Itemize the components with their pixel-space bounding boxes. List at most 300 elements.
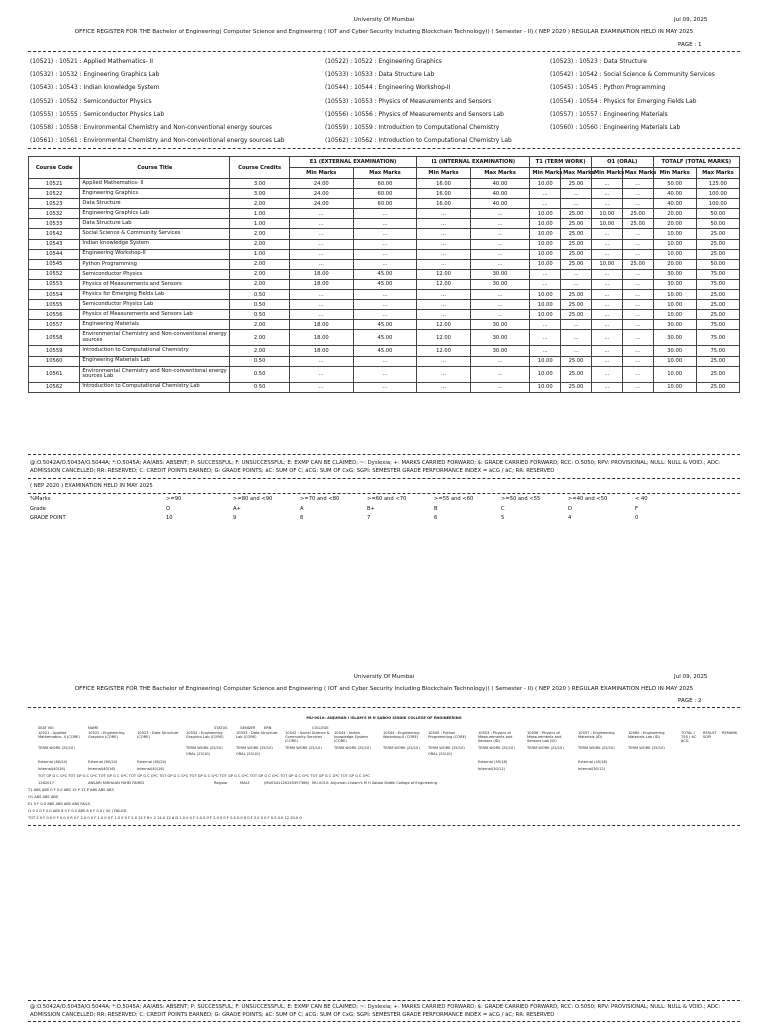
marks-group-header-row bbox=[29, 157, 740, 168]
table-row bbox=[29, 229, 740, 239]
course-code-cell: 10554 bbox=[29, 290, 80, 300]
internal-label: Internal(40/16) bbox=[137, 767, 165, 771]
marks-cell: 10.00 bbox=[591, 219, 622, 229]
marks-cell: 125.00 bbox=[696, 179, 739, 189]
marks-cell: ... bbox=[470, 229, 530, 239]
term-work-label: TERM WORK (25/10) bbox=[383, 746, 420, 750]
dashed-divider bbox=[28, 825, 740, 826]
course-title-cell: Physics of Measurements and Sensors Lab bbox=[80, 310, 230, 320]
internal-label: Internal(40/16) bbox=[88, 767, 116, 771]
marks-cell: 10.00 bbox=[591, 259, 622, 269]
course-title-cell: Introduction to Computational Chemistry Lab bbox=[80, 382, 230, 392]
marks-cell: 2.00 bbox=[230, 229, 290, 239]
marks-cell: ... bbox=[591, 249, 622, 259]
name-head: NAME bbox=[88, 726, 99, 730]
marks-cell: 10.00 bbox=[653, 239, 696, 249]
marks-cell: 75.00 bbox=[696, 346, 739, 356]
remark-head: REMARK bbox=[722, 731, 738, 735]
marks-cell: 40.00 bbox=[470, 179, 530, 189]
marks-cell: 25.00 bbox=[696, 229, 739, 239]
group-header-external: E1 (EXTERNAL EXAMINATION) bbox=[289, 157, 416, 168]
marks-cell: 25.00 bbox=[696, 366, 739, 382]
marks-cell: 10.00 bbox=[653, 356, 696, 366]
course-code-cell: 10543 bbox=[29, 239, 80, 249]
course-code-cell: 10562 bbox=[29, 382, 80, 392]
table-row bbox=[29, 382, 740, 392]
col-header-max: Max Marks bbox=[696, 168, 739, 179]
report-date: Jul 09, 2025 bbox=[674, 17, 708, 23]
grade-label: Grade bbox=[30, 505, 46, 512]
marks-cell: ... bbox=[622, 229, 653, 239]
marks-cell: 10.00 bbox=[653, 229, 696, 239]
grade-cell: F bbox=[635, 505, 638, 512]
marks-cell: ... bbox=[417, 239, 470, 249]
grade-scale-grade-row bbox=[30, 505, 702, 515]
legend-line: @:O.5042A/O.5043A/O.5044A; *:O.5045A; AA/ABS: ABSENT; P: SUCCESSFUL; F: UNSUCCESSFUL; E: EXMP CAN BE CLAIMED; ~: Dyslexia; +: MARKS CARRIED FORWARD; $: GRADE CARRIED FORWARD; RCC: O.5050; RPV: PROVISIONAL; NULL: NULL & VOID.; ADC: bbox=[30, 460, 721, 466]
marks-cell: ... bbox=[591, 290, 622, 300]
marks-cell: ... bbox=[591, 239, 622, 249]
marks-cell: 10.00 bbox=[530, 209, 561, 219]
legend-line: ADMISSION CANCELLED; RR: RESERVED; C: CREDIT POINTS EARNED; G: GRADE POINTS; äC: SUM OF C; äCG: SUM OF CxG; SGPI: SEMESTER GRADE PERFORMANCE INDEX = äCG / äC; RR: RESERVED bbox=[30, 1011, 555, 1018]
external-label: External (60/24) bbox=[137, 760, 167, 764]
table-row bbox=[29, 239, 740, 249]
marks-cell: 2.00 bbox=[230, 239, 290, 249]
group-header-oral: O1 (ORAL) bbox=[591, 157, 653, 168]
university-name: University Of Mumbai bbox=[353, 17, 415, 23]
marks-cell: 25.00 bbox=[561, 356, 592, 366]
marks-cell: 10.00 bbox=[653, 300, 696, 310]
marks-cell: 2.00 bbox=[230, 279, 290, 289]
grade-scale bbox=[30, 495, 702, 524]
course-title-cell: Data Structure bbox=[80, 199, 230, 209]
course-code-cell: 10553 bbox=[29, 279, 80, 289]
course-code-cell: 10552 bbox=[29, 269, 80, 279]
marks-cell: ... bbox=[417, 290, 470, 300]
course-entry: (10523) : 10523 : Data Structure bbox=[550, 59, 647, 65]
marks-cell: 10.00 bbox=[530, 300, 561, 310]
marks-cell: 0.50 bbox=[230, 310, 290, 320]
marks-cell: 16.00 bbox=[417, 199, 470, 209]
marks-range-cell: >=60 and <70 bbox=[367, 496, 407, 502]
marks-cell: ... bbox=[561, 189, 592, 199]
marks-cell: ... bbox=[417, 249, 470, 259]
marks-cell: 50.00 bbox=[696, 219, 739, 229]
marks-cell: 10.00 bbox=[530, 290, 561, 300]
internal-label: Internal(30/12) bbox=[478, 767, 506, 771]
table-row bbox=[29, 310, 740, 320]
grade-point-cell: 0 bbox=[635, 515, 639, 522]
course-list-row bbox=[30, 69, 740, 82]
subject-head: 10556 : Physics of Measurements and Sensors Lab (ID) bbox=[527, 731, 562, 744]
marks-cell: ... bbox=[353, 382, 417, 392]
marks-cell: ... bbox=[561, 279, 592, 289]
marks-cell: 18.00 bbox=[289, 279, 353, 289]
marks-cell: 30.00 bbox=[653, 269, 696, 279]
marks-cell: ... bbox=[417, 219, 470, 229]
marks-cell: ... bbox=[591, 382, 622, 392]
subject-head: 10521 : Applied Mathematics- II (CORE) bbox=[38, 731, 80, 740]
col-header-max: Max Marks bbox=[561, 168, 592, 179]
course-entry: (10560) : 10560 : Engineering Materials Lab bbox=[550, 124, 681, 131]
subject-head: 10553 : Physics of Measurements and Sensors (ID) bbox=[478, 731, 513, 744]
col-header-max: Max Marks bbox=[622, 168, 653, 179]
marks-cell: 20.00 bbox=[653, 219, 696, 229]
course-entry: (10555) : 10555 : Semiconductor Physics Lab bbox=[30, 111, 165, 118]
marks-cell: ... bbox=[470, 239, 530, 249]
grade-point-cell: 5 bbox=[501, 515, 505, 522]
marks-cell: ... bbox=[591, 300, 622, 310]
marks-cell: 45.00 bbox=[353, 330, 417, 346]
marks-cell: 75.00 bbox=[696, 330, 739, 346]
marks-cell: ... bbox=[622, 269, 653, 279]
term-work-label: TERM WORK (25/10) bbox=[428, 746, 465, 750]
legend-line: @:O.5042A/O.5043A/O.5044A; *:O.5045A; AA/ABS: ABSENT; P: SUCCESSFUL; F: UNSUCCESSFUL; E: EXMP CAN BE CLAIMED; ~: Dyslexia; +: MARKS CARRIED FORWARD; $: GRADE CARRIED FORWARD; RCC: O.5050; RPV: PROVISIONAL; NULL: NULL & VOID.; ADC: bbox=[30, 1004, 721, 1010]
marks-range-cell: >=50 and <55 bbox=[501, 496, 541, 502]
marks-cell: ... bbox=[530, 320, 561, 330]
marks-cell: 25.00 bbox=[561, 300, 592, 310]
marks-cell: ... bbox=[289, 219, 353, 229]
group-header-internal: I1 (INTERNAL EXAMINATION) bbox=[417, 157, 530, 168]
student-college: MU-0010: Anjuman-I-Islam's M H Saboo Siddik College of Engineering bbox=[312, 781, 437, 785]
marks-cell: 25.00 bbox=[561, 249, 592, 259]
page-number: PAGE : 1 bbox=[678, 42, 702, 48]
o1-row: O1 ABS ABS ABS bbox=[28, 795, 58, 799]
marks-cell: ... bbox=[289, 366, 353, 382]
marks-cell: 10.00 bbox=[653, 366, 696, 382]
marks-cell: 10.00 bbox=[591, 209, 622, 219]
marks-cell: 25.00 bbox=[622, 209, 653, 219]
course-list-row bbox=[30, 135, 740, 148]
course-list-row bbox=[30, 82, 740, 95]
student-name: ANSARI FARHAAN FAHEI FAHED bbox=[88, 781, 145, 785]
table-row bbox=[29, 249, 740, 259]
marks-cell: ... bbox=[591, 269, 622, 279]
course-entry: (10562) : 10562 : Introduction to Computational Chemistry Lab bbox=[325, 138, 512, 145]
marks-cell: ... bbox=[289, 356, 353, 366]
marks-cell: ... bbox=[622, 330, 653, 346]
marks-cell: ... bbox=[289, 249, 353, 259]
marks-cell: ... bbox=[622, 310, 653, 320]
course-code-cell: 10545 bbox=[29, 259, 80, 269]
marks-cell: 12.00 bbox=[417, 269, 470, 279]
dashed-divider bbox=[28, 478, 740, 479]
course-entry: (10559) : 10559 : Introduction to Computational Chemistry bbox=[325, 124, 500, 131]
oral-label: ORAL (25/10) bbox=[428, 752, 452, 756]
marks-cell: ... bbox=[530, 269, 561, 279]
marks-range-cell: < 40 bbox=[635, 496, 648, 502]
table-row bbox=[29, 189, 740, 199]
grade-cell: O bbox=[166, 505, 171, 512]
marks-cell: ... bbox=[591, 279, 622, 289]
course-code-cell: 10560 bbox=[29, 356, 80, 366]
total-head: TOTAL ( 750 ) äC äCG bbox=[681, 731, 697, 743]
marks-cell: 60.00 bbox=[353, 199, 417, 209]
marks-cell: ... bbox=[417, 209, 470, 219]
college-bar: MU-0010: ANJUMAN I ISLAM'S M H SABOO SIDDIK COLLEGE OF ENGINEERING bbox=[306, 716, 462, 720]
marks-cell: 30.00 bbox=[470, 346, 530, 356]
course-title-cell: Indian knowledge System bbox=[80, 239, 230, 249]
course-entry: (10543) : 10543 : Indian knowledge System bbox=[30, 85, 160, 92]
marks-cell: ... bbox=[289, 290, 353, 300]
marks-cell: ... bbox=[353, 310, 417, 320]
register-title: OFFICE REGISTER FOR THE Bachelor of Engineering( Computer Science and Engineering ( IOT and Cyber Security Including Blockchain Technology)) ( Semester - II) ( NEP 2020 ) REGULAR EXAMINATION HELD IN MAY 2025 bbox=[74, 686, 694, 692]
course-title-cell: Engineering Graphics bbox=[80, 189, 230, 199]
grade-point-label: GRADE POINT bbox=[30, 515, 66, 522]
dashed-divider bbox=[28, 493, 740, 494]
course-entry: (10522) : 10522 : Engineering Graphics bbox=[325, 59, 442, 65]
col-header-min: Min Marks bbox=[653, 168, 696, 179]
col-header-min: Min Marks bbox=[591, 168, 622, 179]
col-header-max: Max Marks bbox=[470, 168, 530, 179]
grade-point-cell: 10 bbox=[166, 515, 173, 522]
marks-cell: 40.00 bbox=[470, 199, 530, 209]
marks-cell: ... bbox=[530, 199, 561, 209]
table-row bbox=[29, 209, 740, 219]
student-seat: 1262017 bbox=[38, 781, 55, 785]
marks-cell: 10.00 bbox=[530, 382, 561, 392]
marks-cell: 25.00 bbox=[622, 219, 653, 229]
table-row bbox=[29, 269, 740, 279]
marks-cell: ... bbox=[470, 219, 530, 229]
marks-cell: 18.00 bbox=[289, 320, 353, 330]
col-header-course-code: Course Code bbox=[29, 157, 80, 179]
term-work-label: TERM WORK (25/10) bbox=[527, 746, 564, 750]
marks-cell: ... bbox=[289, 382, 353, 392]
course-entry bbox=[550, 135, 740, 148]
table-row bbox=[29, 356, 740, 366]
marks-cell: ... bbox=[289, 259, 353, 269]
course-title-cell: Physics for Emerging Fields Lab bbox=[80, 290, 230, 300]
marks-cell: ... bbox=[530, 279, 561, 289]
grade-cell: A bbox=[300, 505, 304, 512]
table-row bbox=[29, 219, 740, 229]
course-title-cell: Environmental Chemistry and Non-conventional energy sources bbox=[80, 330, 230, 346]
course-code-cell: 10521 bbox=[29, 179, 80, 189]
marks-cell: ... bbox=[561, 330, 592, 346]
marks-cell: 16.00 bbox=[417, 189, 470, 199]
marks-cell: ... bbox=[622, 356, 653, 366]
marks-cell: ... bbox=[591, 346, 622, 356]
group-header-term-work: T1 (TERM WORK) bbox=[530, 157, 592, 168]
course-code-cell: 10557 bbox=[29, 320, 80, 330]
marks-cell: 3.00 bbox=[230, 189, 290, 199]
marks-cell: ... bbox=[622, 179, 653, 189]
marks-cell: 60.00 bbox=[353, 189, 417, 199]
term-work-label: TERM WORK (25/10) bbox=[285, 746, 322, 750]
group-header-total: TOTALF (TOTAL MARKS) bbox=[653, 157, 739, 168]
marks-cell: 20.00 bbox=[653, 209, 696, 219]
marks-cell: 30.00 bbox=[653, 330, 696, 346]
college-head: COLLEGE bbox=[312, 726, 329, 730]
course-entry: (10544) : 10544 : Engineering Workshop-II bbox=[325, 85, 451, 92]
marks-cell: ... bbox=[417, 366, 470, 382]
course-entry: (10557) : 10557 : Engineering Materials bbox=[550, 111, 668, 118]
grade-cell: B+ bbox=[367, 505, 375, 512]
marks-cell: 100.00 bbox=[696, 199, 739, 209]
oral-label: ORAL (25/10) bbox=[236, 752, 260, 756]
marks-cell: ... bbox=[353, 290, 417, 300]
marks-cell: 50.00 bbox=[653, 179, 696, 189]
course-list-row bbox=[30, 96, 740, 109]
marks-cell: 0.50 bbox=[230, 356, 290, 366]
marks-cell: 25.00 bbox=[561, 290, 592, 300]
marks-cell: ... bbox=[417, 382, 470, 392]
grade-cell: D bbox=[568, 505, 572, 512]
grade-cell: C bbox=[501, 505, 505, 512]
dashed-divider bbox=[28, 51, 740, 52]
marks-cell: ... bbox=[353, 209, 417, 219]
grade-point-cell: 9 bbox=[233, 515, 237, 522]
marks-cell: 10.00 bbox=[530, 366, 561, 382]
course-entry: (10561) : 10561 : Environmental Chemistry and Non-conventional energy sources Lab bbox=[30, 138, 285, 145]
subject-head: 10523 : Data Structure (CORE) bbox=[137, 731, 179, 740]
col-header-min: Min Marks bbox=[417, 168, 470, 179]
marks-cell: ... bbox=[530, 330, 561, 346]
marks-cell: ... bbox=[591, 310, 622, 320]
course-title-cell: Python Programming bbox=[80, 259, 230, 269]
internal-label: Internal(30/12) bbox=[578, 767, 606, 771]
marks-table-body bbox=[29, 179, 740, 393]
student-status: Regular bbox=[214, 781, 228, 785]
marks-cell: 2.00 bbox=[230, 320, 290, 330]
course-title-cell: Environmental Chemistry and Non-conventional energy sources Lab bbox=[80, 366, 230, 382]
subject-head: 10544 : Engineering Workshop-II (CORE) bbox=[383, 731, 420, 740]
marks-range-cell: >=80 and <90 bbox=[233, 496, 273, 502]
course-code-cell: 10555 bbox=[29, 300, 80, 310]
course-title-cell: Engineering Graphics Lab bbox=[80, 209, 230, 219]
term-work-label: TERM WORK (25/10) bbox=[186, 746, 223, 750]
gender-head: GENDER bbox=[240, 726, 256, 730]
marks-cell: 45.00 bbox=[353, 269, 417, 279]
marks-cell: ... bbox=[622, 346, 653, 356]
marks-cell: 0.50 bbox=[230, 366, 290, 382]
marks-cell: ... bbox=[591, 179, 622, 189]
course-title-cell: Semiconductor Physics Lab bbox=[80, 300, 230, 310]
course-title-cell: Data Structure Lab bbox=[80, 219, 230, 229]
legend bbox=[30, 460, 742, 475]
marks-cell: ... bbox=[289, 310, 353, 320]
marks-cell: 30.00 bbox=[470, 269, 530, 279]
marks-cell: 25.00 bbox=[696, 290, 739, 300]
term-work-label: TERM WORK (25/10) bbox=[236, 746, 273, 750]
marks-cell: 2.00 bbox=[230, 269, 290, 279]
marks-cell: 75.00 bbox=[696, 269, 739, 279]
table-row bbox=[29, 346, 740, 356]
status-head: STATUS bbox=[214, 726, 228, 730]
subject-head: 10532 : Engineering Graphics Lab (CORE) bbox=[186, 731, 224, 740]
marks-cell: 1.00 bbox=[230, 209, 290, 219]
course-list-row bbox=[30, 56, 740, 69]
marks-cell: 30.00 bbox=[653, 346, 696, 356]
course-title-cell: Engineering Materials bbox=[80, 320, 230, 330]
external-label: External (60/24) bbox=[38, 760, 68, 764]
marks-cell: ... bbox=[470, 382, 530, 392]
marks-cell: ... bbox=[353, 249, 417, 259]
marks-cell: 1.00 bbox=[230, 219, 290, 229]
marks-cell: 50.00 bbox=[696, 209, 739, 219]
table-row bbox=[29, 279, 740, 289]
marks-cell: 10.00 bbox=[530, 356, 561, 366]
grade-scale-point-row bbox=[30, 514, 702, 524]
marks-cell: 30.00 bbox=[470, 279, 530, 289]
external-label: External (45/18) bbox=[578, 760, 608, 764]
course-code-cell: 10561 bbox=[29, 366, 80, 382]
marks-cell: ... bbox=[470, 310, 530, 320]
marks-cell: 24.00 bbox=[289, 199, 353, 209]
marks-cell: ... bbox=[591, 320, 622, 330]
marks-cell: 10.00 bbox=[653, 249, 696, 259]
course-entry: (10554) : 10554 : Physics for Emerging Fields Lab bbox=[550, 98, 697, 105]
marks-cell: ... bbox=[470, 300, 530, 310]
dashed-divider bbox=[28, 1021, 740, 1022]
course-entry: (10553) : 10553 : Physics of Measurements and Sensors bbox=[325, 98, 492, 105]
marks-cell: ... bbox=[561, 269, 592, 279]
table-row bbox=[29, 290, 740, 300]
marks-cell: 3.00 bbox=[230, 179, 290, 189]
marks-cell: 45.00 bbox=[353, 279, 417, 289]
marks-cell: ... bbox=[417, 259, 470, 269]
term-work-label: TERM WORK (25/10) bbox=[38, 746, 75, 750]
marks-cell: ... bbox=[417, 310, 470, 320]
marks-cell: 25.00 bbox=[561, 259, 592, 269]
marks-cell: 30.00 bbox=[653, 320, 696, 330]
subject-head: 10543 : Indian knowledge System (CORE) bbox=[334, 731, 369, 744]
marks-label: %Marks bbox=[30, 496, 51, 502]
marks-cell: 10.00 bbox=[530, 229, 561, 239]
marks-cell: 12.00 bbox=[417, 346, 470, 356]
tot-header-row: TOT GP G C G*C TOT GP G C G*C TOT GP G C G*C TOT GP G C G*C TOT GP G C G*C TOT GP G C G*C TOT GP G C G*C TOT GP G C G*C TOT GP G C G*C TOT GP G C G*C TOT GP G C G*C bbox=[38, 774, 370, 778]
marks-cell: 45.00 bbox=[353, 346, 417, 356]
marks-cell: 0.50 bbox=[230, 300, 290, 310]
course-entry: (10558) : 10558 : Environmental Chemistry and Non-conventional energy sources bbox=[30, 124, 272, 131]
course-title-cell: Physics of Measurements and Sensors bbox=[80, 279, 230, 289]
e1-row: E1 0 F 0.0 ABS ABS ABS ABS FAILS bbox=[28, 802, 90, 806]
marks-cell: 25.00 bbox=[622, 259, 653, 269]
marks-cell: ... bbox=[417, 300, 470, 310]
marks-cell: ... bbox=[417, 356, 470, 366]
marks-cell: ... bbox=[417, 229, 470, 239]
marks-cell: ... bbox=[622, 290, 653, 300]
marks-cell: 40.00 bbox=[653, 189, 696, 199]
marks-cell: 10.00 bbox=[530, 259, 561, 269]
marks-cell: 25.00 bbox=[561, 382, 592, 392]
course-title-cell: Applied Mathematics- II bbox=[80, 179, 230, 189]
marks-cell: ... bbox=[622, 199, 653, 209]
marks-cell: 25.00 bbox=[561, 209, 592, 219]
course-title-cell: Social Science & Community Services bbox=[80, 229, 230, 239]
student-gender: MALE bbox=[240, 781, 250, 785]
marks-cell: 24.00 bbox=[289, 189, 353, 199]
course-code-cell: 10522 bbox=[29, 189, 80, 199]
marks-cell: ... bbox=[289, 229, 353, 239]
totf-row: TOT 2 0 F 0.0 0 F 0.0 0 R 0 F 2.0 0 0 F 1.0 0 0 F 1.0 0 0 F 2.0 15 F B+ 2 14.0 12 6 D 1.0 0 0 F 2.0 0 0 F 2.0 0 0 F 0.5 0.0 6 0 F 2.0 0 0 F 0.5 0.0 12 20.0 0 bbox=[28, 816, 302, 820]
marks-cell: ... bbox=[622, 249, 653, 259]
marks-cell: 2.00 bbox=[230, 199, 290, 209]
marks-cell: 10.00 bbox=[653, 310, 696, 320]
marks-cell: ... bbox=[591, 366, 622, 382]
marks-cell: ... bbox=[353, 366, 417, 382]
course-entry: (10521) : 10521 : Applied Mathematics- II bbox=[30, 59, 153, 65]
subject-head: 10557 : Engineering Materials (ID) bbox=[578, 731, 615, 740]
course-code-cell: 10558 bbox=[29, 330, 80, 346]
subject-head: 10542 : Social Science & Community Services (CORE) bbox=[285, 731, 330, 744]
legend bbox=[30, 1004, 742, 1019]
marks-cell: 2.00 bbox=[230, 346, 290, 356]
marks-cell: 25.00 bbox=[561, 239, 592, 249]
marks-cell: ... bbox=[470, 290, 530, 300]
marks-cell: ... bbox=[353, 239, 417, 249]
marks-range-cell: >=55 and <60 bbox=[434, 496, 474, 502]
